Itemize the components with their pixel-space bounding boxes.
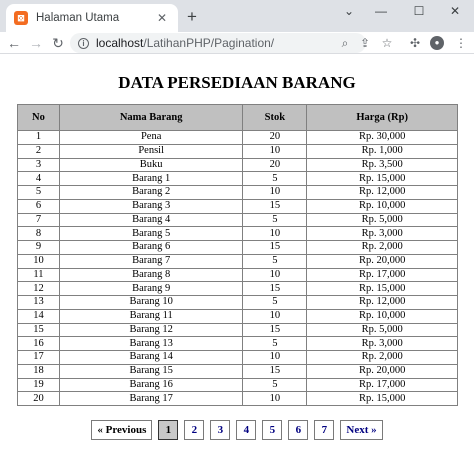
cell-stok: 15 [243,282,307,296]
cell-no: 16 [18,337,60,351]
cell-no: 12 [18,282,60,296]
cell-stok: 20 [243,131,307,145]
cell-nama-barang: Barang 15 [59,364,243,378]
table-row [18,323,458,337]
next-page-button[interactable]: Next » [340,420,382,440]
forward-arrow-icon[interactable]: → [29,35,43,51]
cell-no: 19 [18,378,60,392]
cell-harga: Rp. 1,000 [307,144,458,158]
cell-no: 2 [18,144,60,158]
cell-nama-barang: Barang 17 [59,392,243,406]
cell-nama-barang: Barang 4 [59,213,243,227]
column-header-nama-barang: Nama Barang [59,105,243,131]
cell-harga: Rp. 2,000 [307,241,458,255]
cell-harga: Rp. 3,000 [307,337,458,351]
cell-no: 5 [18,186,60,200]
cell-nama-barang: Pena [59,131,243,145]
column-header-harga: Harga (Rp) [307,105,458,131]
cell-harga: Rp. 3,500 [307,158,458,172]
url-text[interactable] [96,36,274,50]
cell-harga: Rp. 5,000 [307,323,458,337]
cell-stok: 5 [243,254,307,268]
extensions-puzzle-icon[interactable]: ✣ [409,36,421,50]
page-button-5[interactable]: 5 [262,420,282,440]
new-tab-plus-icon[interactable]: + [187,7,197,26]
cell-stok: 5 [243,296,307,310]
cell-harga: Rp. 20,000 [307,254,458,268]
tab-strip [0,0,474,32]
cell-harga: Rp. 2,000 [307,351,458,365]
address-bar[interactable] [70,33,366,53]
url-host: localhost [96,36,144,50]
table-row [18,172,458,186]
cell-nama-barang: Barang 16 [59,378,243,392]
cell-stok: 5 [243,378,307,392]
bookmark-star-icon[interactable]: ☆ [381,36,393,50]
table-row [18,296,458,310]
site-info-icon[interactable]: i [78,38,89,49]
cell-stok: 5 [243,337,307,351]
cell-stok: 15 [243,199,307,213]
cell-nama-barang: Barang 13 [59,337,243,351]
share-icon[interactable]: ⇪ [359,36,371,50]
cell-no: 17 [18,351,60,365]
cell-nama-barang: Barang 7 [59,254,243,268]
table-row [18,158,458,172]
cell-no: 13 [18,296,60,310]
page-button-2[interactable]: 2 [184,420,204,440]
table-row [18,268,458,282]
page-button-1[interactable]: 1 [158,420,178,440]
maximize-icon[interactable]: ☐ [413,4,425,18]
page-button-3[interactable]: 3 [210,420,230,440]
cell-nama-barang: Barang 2 [59,186,243,200]
page-button-6[interactable]: 6 [288,420,308,440]
table-row [18,131,458,145]
table-row [18,309,458,323]
table-row [18,186,458,200]
cell-harga: Rp. 15,000 [307,392,458,406]
pagination [0,420,474,440]
cell-no: 3 [18,158,60,172]
cell-stok: 15 [243,364,307,378]
cell-nama-barang: Barang 10 [59,296,243,310]
cell-harga: Rp. 10,000 [307,199,458,213]
tab-search-chevron-icon[interactable]: ⌄ [343,4,355,18]
cell-stok: 5 [243,213,307,227]
profile-avatar-icon[interactable]: ● [430,36,444,50]
cell-nama-barang: Barang 12 [59,323,243,337]
cell-nama-barang: Barang 1 [59,172,243,186]
xampp-favicon-icon: ⊠ [14,11,28,25]
cell-nama-barang: Buku [59,158,243,172]
cell-harga: Rp. 20,000 [307,364,458,378]
cell-harga: Rp. 12,000 [307,186,458,200]
cell-no: 15 [18,323,60,337]
inventory-table [17,104,458,406]
table-row [18,254,458,268]
table-row [18,227,458,241]
cell-harga: Rp. 12,000 [307,296,458,310]
table-row [18,392,458,406]
cell-harga: Rp. 17,000 [307,268,458,282]
cell-nama-barang: Barang 14 [59,351,243,365]
cell-stok: 10 [243,351,307,365]
previous-page-button[interactable]: « Previous [91,420,152,440]
back-arrow-icon[interactable]: ← [7,35,21,51]
table-row [18,213,458,227]
cell-stok: 10 [243,268,307,282]
cell-no: 8 [18,227,60,241]
table-row [18,351,458,365]
cell-harga: Rp. 10,000 [307,309,458,323]
cell-no: 1 [18,131,60,145]
page-button-7[interactable]: 7 [314,420,334,440]
cell-no: 9 [18,241,60,255]
column-header-no: No [18,105,60,131]
cell-nama-barang: Barang 5 [59,227,243,241]
table-row [18,337,458,351]
web-page [0,55,474,452]
cell-no: 11 [18,268,60,282]
table-body [18,131,458,406]
cell-nama-barang: Barang 9 [59,282,243,296]
reload-icon[interactable]: ↻ [52,35,64,51]
cell-no: 10 [18,254,60,268]
cell-no: 18 [18,364,60,378]
cell-no: 14 [18,309,60,323]
cell-harga: Rp. 5,000 [307,213,458,227]
cell-nama-barang: Barang 11 [59,309,243,323]
cell-harga: Rp. 30,000 [307,131,458,145]
browser-toolbar [0,32,474,54]
cell-no: 4 [18,172,60,186]
cell-no: 6 [18,199,60,213]
table-row [18,144,458,158]
table-row [18,199,458,213]
window-close-icon[interactable]: ✕ [449,4,461,18]
cell-stok: 15 [243,241,307,255]
column-header-stok: Stok [243,105,307,131]
cell-harga: Rp. 3,000 [307,227,458,241]
cell-nama-barang: Barang 6 [59,241,243,255]
cell-nama-barang: Pensil [59,144,243,158]
zoom-magnifier-icon[interactable]: ⌕ [341,36,349,50]
cell-stok: 20 [243,158,307,172]
cell-stok: 5 [243,172,307,186]
table-row [18,378,458,392]
tab-title: Halaman Utama [36,12,120,24]
table-row [18,364,458,378]
cell-no: 20 [18,392,60,406]
page-title: DATA PERSEDIAAN BARANG [118,73,356,92]
browser-tab[interactable] [6,4,178,32]
url-path: /LatihanPHP/Pagination/ [143,36,275,50]
cell-stok: 15 [243,323,307,337]
menu-kebab-icon[interactable]: ⋮ [455,36,467,50]
table-row [18,241,458,255]
cell-nama-barang: Barang 8 [59,268,243,282]
table-row [18,282,458,296]
tab-close-icon[interactable]: ✕ [156,11,168,25]
cell-harga: Rp. 15,000 [307,282,458,296]
cell-stok: 10 [243,392,307,406]
cell-harga: Rp. 15,000 [307,172,458,186]
cell-stok: 10 [243,227,307,241]
minimize-icon[interactable]: — [375,4,387,18]
cell-harga: Rp. 17,000 [307,378,458,392]
cell-stok: 10 [243,309,307,323]
cell-stok: 10 [243,144,307,158]
page-button-4[interactable]: 4 [236,420,256,440]
cell-nama-barang: Barang 3 [59,199,243,213]
table-header-row [18,105,458,131]
cell-stok: 10 [243,186,307,200]
cell-no: 7 [18,213,60,227]
